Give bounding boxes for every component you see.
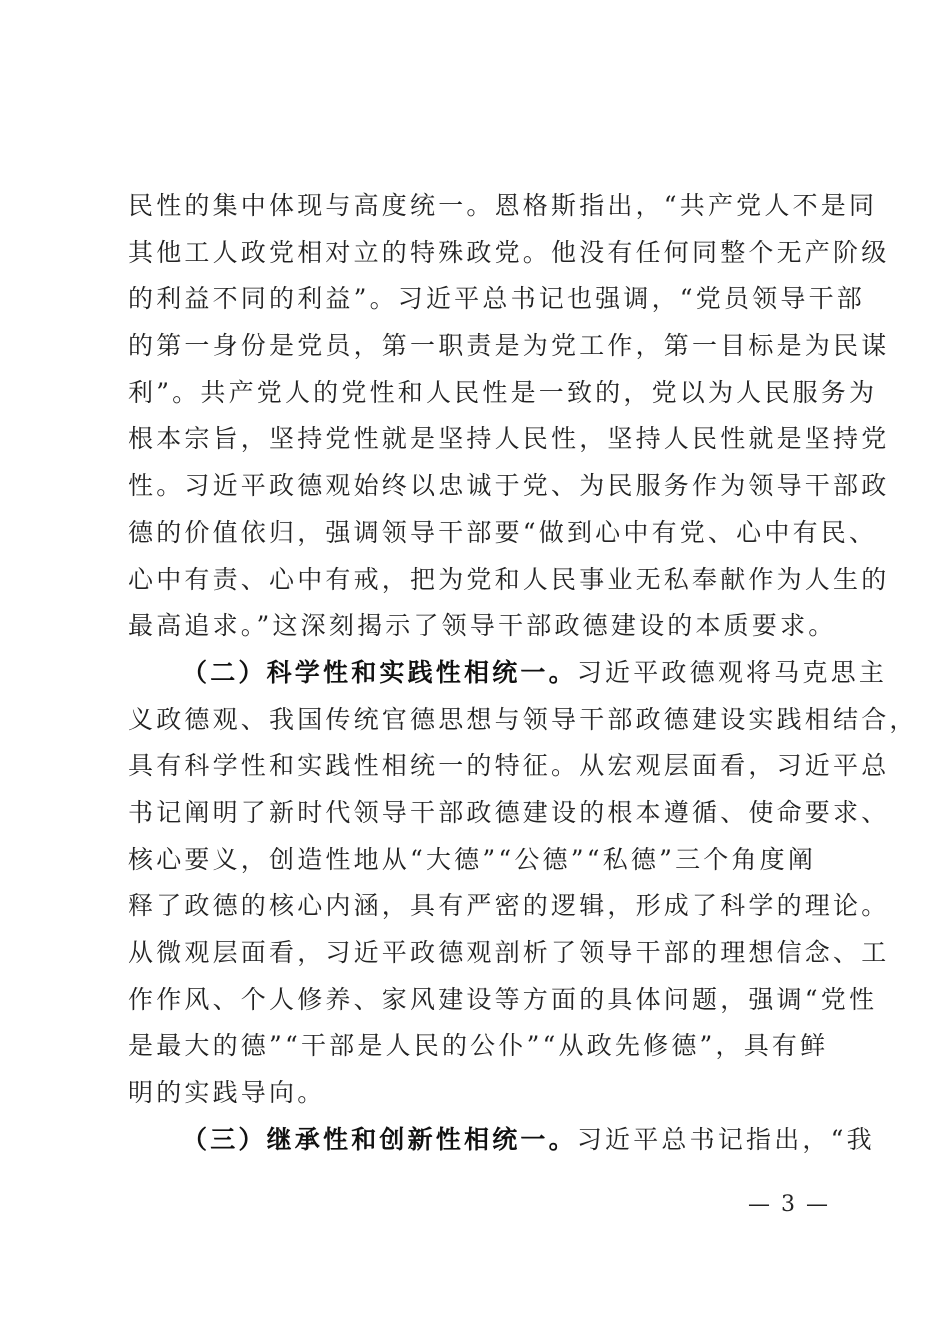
text-line: 释了政德的核心内涵，具有严密的逻辑，形成了科学的理论。	[128, 891, 890, 921]
text-line: 从微观层面看，习近平政德观剖析了领导干部的理想信念、工	[128, 938, 890, 967]
section-text: 习近平总书记指出，“我	[576, 1124, 875, 1154]
text-line: 的第一身份是党员，第一职责是为党工作，第一目标是为民谋	[128, 331, 890, 361]
body-text	[128, 183, 918, 1163]
text-line: 是最大的德”“干部是人民的公仆”“从政先修德”，具有鲜	[128, 1031, 829, 1061]
text-line: 其他工人政党相对立的特殊政党。他没有任何同整个无产阶级	[128, 237, 890, 267]
section-heading-line	[128, 1117, 875, 1164]
section-heading: （二）科学性和实践性相统一。	[182, 657, 577, 687]
text-line: 民性的集中体现与高度统一。恩格斯指出，“共产党人不是同	[128, 191, 878, 220]
text-line: 最高追求。”这深刻揭示了领导干部政德建设的本质要求。	[128, 611, 837, 641]
section-heading-line	[128, 650, 888, 697]
section-text: 习近平政德观将马克思主	[576, 657, 888, 687]
text-line: 具有科学性和实践性相统一的特征。从宏观层面看，习近平总	[128, 751, 890, 781]
text-line: 根本宗旨，坚持党性就是坚持人民性，坚持人民性就是坚持党	[128, 424, 890, 454]
text-line: 书记阐明了新时代领导干部政德建设的根本遵循、使命要求、	[128, 797, 890, 827]
text-line: 心中有责、心中有戒，把为党和人民事业无私奉献作为人生的	[128, 564, 890, 594]
text-line: 义政德观、我国传统官德思想与领导干部政德建设实践相结合，	[128, 704, 918, 734]
text-line: 性。习近平政德观始终以忠诚于党、为民服务作为领导干部政	[128, 471, 890, 501]
text-line: 作作风、个人修养、家风建设等方面的具体问题，强调“党性	[128, 984, 878, 1014]
text-line: 的利益不同的利益”。习近平总书记也强调，“党员领导干部	[128, 284, 865, 314]
text-line: 核心要义，创造性地从“大德”“公德”“私德”三个角度阐	[128, 844, 817, 874]
text-line: 德的价值依归，强调领导干部要“做到心中有党、心中有民、	[128, 517, 878, 547]
text-line: 利”。共产党人的党性和人民性是一致的，党以为人民服务为	[128, 377, 878, 407]
page-number: — 3 —	[748, 1192, 830, 1217]
section-heading: （三）继承性和创新性相统一。	[182, 1124, 577, 1154]
text-line: 明的实践导向。	[128, 1078, 326, 1108]
